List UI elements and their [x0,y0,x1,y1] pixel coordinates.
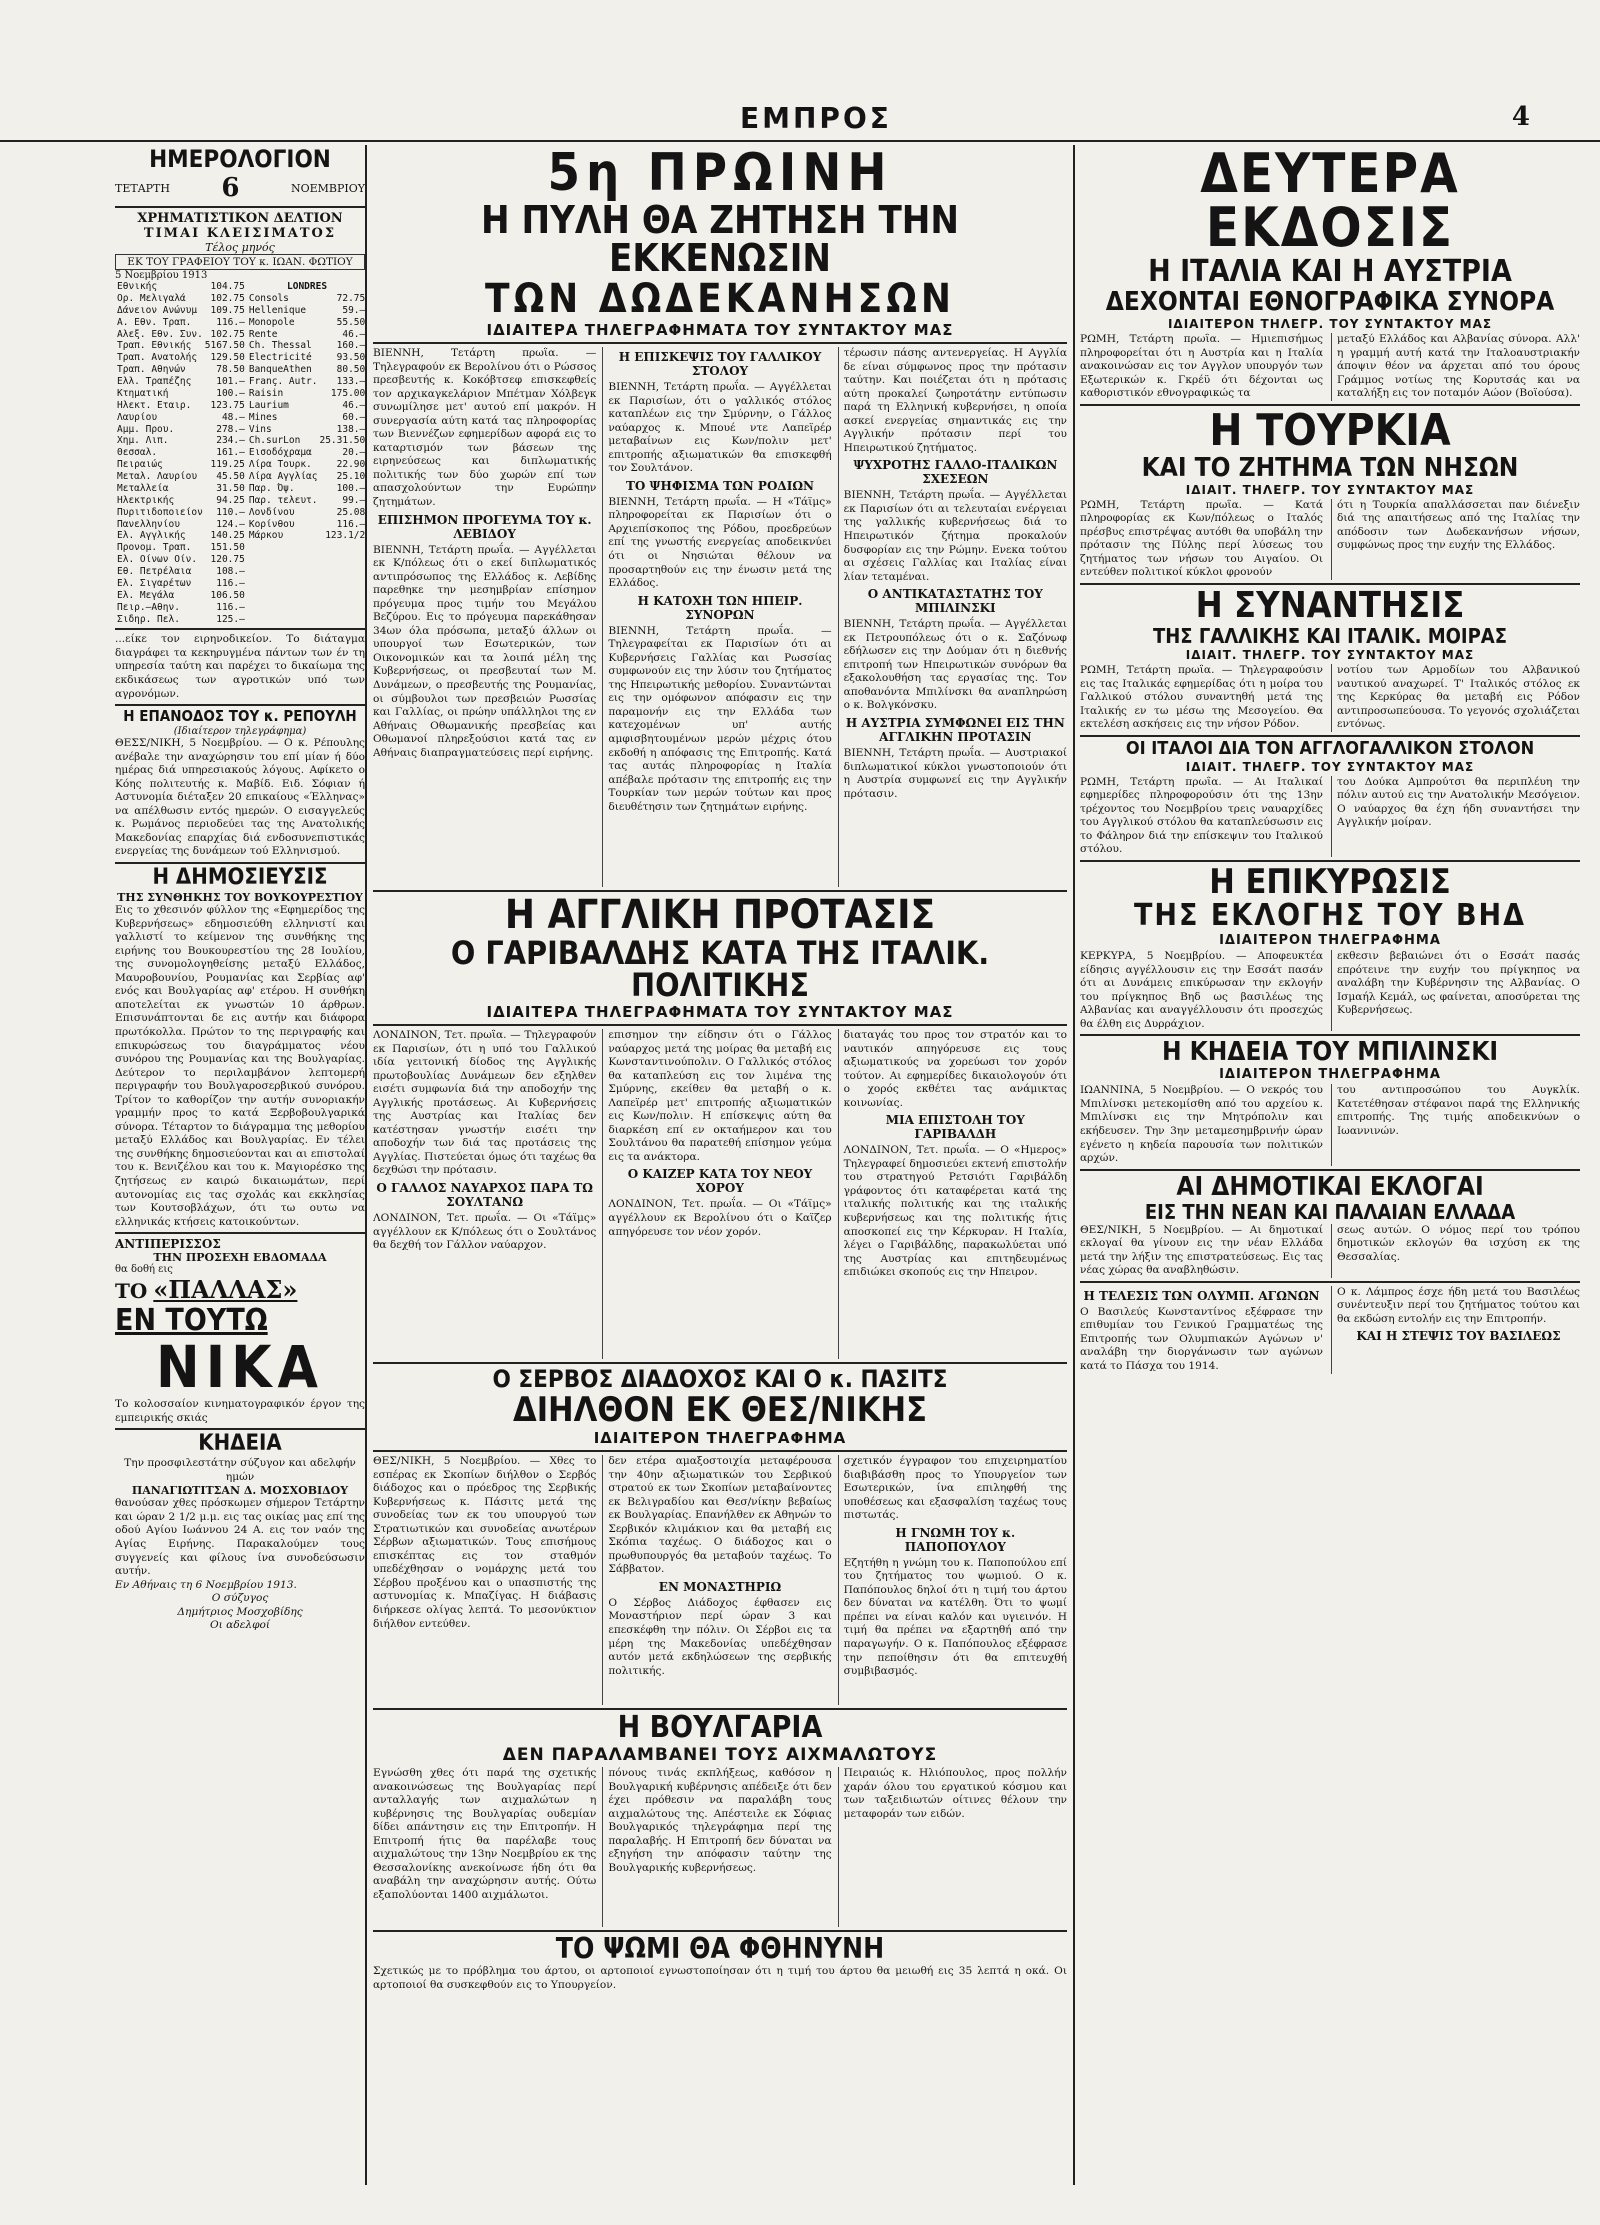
stock-price: 46.— [342,399,365,411]
nika-title: ΝΙΚΑ [156,1333,324,1402]
stock-price: 55.50 [336,316,365,328]
stock-price: 5167.50 [204,340,245,352]
italy-austria-article [1080,333,1580,401]
stock-price: 119.25 [210,459,245,471]
publication-body: Εις το χθεσινόν φύλλον της «Εφημερίδος της Κυβερνήσεως» εδημοσιεύθη ελληνιστί και γαλλιστί το κείμενον της συνθήκης της ειρήνης του Βουκουρεστίου της 28 Ιουλίου, της συνομολογηθείσης μεταξύ Ελλάδος, Μαυροβουνίου, Ρουμανίας και Σερβίας αφ' ενός και Βουλγαρίας αφ' ετέρου. Η συνθήκη αποτελείται εκ γνωστών 10 άρθρων. Επισυνάπτονται δε εις αυτήν και διάφορα πρωτόκολλα. Πρώτον το της περιγραφής και επικυρώσεως του διαγράμματος νέου συνόρου της Ρουμανίας και της Βουλγαρίας. Δεύτερον το περιλαμβάνον λεπτομερή περιγραφήν του Βουλγαροσερβικού συνόρου. Τρίτον το καθορίζον την αυτήν συνοριακήν γραμμήν προς το κατά Ξερβοβουλγαρικά σύνορα. Τέταρτον το διάγραμμα της μεθορίου μεταξύ Ελλάδος και Βουλγαρίας. Εν τέλει της συνθήκης δημοσιεύονται και αι επιστολαί του κ. Βενιζέλου και του κ. Μαγιορέσκο της ζητήσεως εν καιρώ δικαιωμάτων, περί αυτονομίας εις τας σχολάς και εκκλησίας των Κουτσοβλάχων, ότι τω ουτω να ελληνικάς κτήσεις κατοικούντων. [115,904,365,1228]
stock-left-row [116,519,246,531]
stock-right-row [248,447,365,459]
kedeia-text: θανούσαν χθες πρόσκωμεν σήμερον Τετάρτην και ώραν 2 1/2 μ.μ. εις τας οικίας μας επί της οδού Αγίου Ιωάννου 24 Α. εις τον ναόν της Αγίας Ειρήνης. Παρακαλούμεν τους συγγενείς και φίλους ίνα συνοδεύσωσιν αυτήν. [115,1497,365,1578]
stock-name: Mines [248,411,278,423]
stock-name: Vins [248,423,272,435]
stock-price: 133.— [336,376,365,387]
publication-sub: ΤΗΣ ΣΥΝΘΗΚΗΣ ΤΟΥ ΒΟΥΚΟΥΡΕΣΤΙΟΥ [117,891,363,905]
article-austria: ΒΙΕΝΝΗ, Τετάρτη πρωΐα. — Αυστριακοί διπλωματικοί κύκλοι γνωστοποιούν ότι η Αυστρία συμφωνεί εις την Αγγλικήν πρότασιν. [843,747,1067,800]
article-bilinski-heading: Ο ΑΝΤΙΚΑΤΑΣΤΑΤΗΣ ΤΟΥ ΜΠΙΛΙΝΣΚΙ [867,587,1043,616]
tele-caption-r4: ΙΔΙΑΙΤ. ΤΗΛΕΓΡ. ΤΟΥ ΣΥΝΤΑΚΤΟΥ ΜΑΣ [1185,759,1475,774]
stock-price: 59.— [342,304,365,316]
stock-price: 106.50 [210,589,245,601]
stock-price: 116.— [216,577,245,589]
stock-price: 102.75 [210,292,245,304]
stock-price: 116.— [216,316,245,328]
pallas-to: ΤΟ [115,1279,148,1304]
stock-name: Προνομ. Τραπ. [117,542,192,554]
stock-price: 109.75 [210,304,245,316]
article-bulgaria-1: Εγνώσθη χθες ότι παρά της σχετικής ανακοινώσεως της Βουλγαρίας περί ανταλλαγής των αιχμαλώτων η κυβέρνησις της Βουλγαρίας ουδεμίαν δίδει απάντησιν εις την Επιτροπήν. Η Επιτροπή ήτις θα παρέλαβε τους αιχμαλώτους την 13ην Νοεμβρίου εκ της Θεσσαλονίκης ανεκοίνωσε ήδη ότι θα αναβάλη την αναχώρησιν αυτής. Ούτω εξαπολύονται 1400 αιχμάλωτοι. [373,1767,597,1901]
stock-right-row [248,483,365,495]
stock-name: Ch.surLon [248,435,301,447]
kedeia-sign3: Οι αδελφοί [209,1619,271,1632]
stock-right-row [248,530,365,542]
stock-name: Ελ. Σιγαρέτων [117,577,192,589]
stock-price: 125.— [216,613,245,625]
stock-name: Πειρ.—Αθην. [117,601,180,613]
headline-thessaloniki: ΔΙΗΛΘΟΝ ΕΚ ΘΕΣ/ΝΙΚΗΣ [513,1390,927,1430]
bulgaria-articles [373,1767,1067,1927]
headline-bread: ΤΟ ΨΩΜΙ ΘΑ ΦΘΗΝΥΝΗ [555,1932,885,1965]
stock-price: 99.— [342,494,365,506]
stock-name: Τραπ. Ανατολής [117,352,198,364]
headline-new-old-greece: ΕΙΣ ΤΗΝ ΝΕΑΝ ΚΑΙ ΠΑΛΑΙΑΝ ΕΛΛΑΔΑ [1144,1199,1516,1224]
kedeia-body: Την προσφιλεστάτην σύζυγον και αδελφήν ημών [124,1457,356,1483]
stock-left-row [116,424,246,436]
elections-body-2: σεως αυτών. Ο νόμος περί του τρόπου δημοτικών εκλογών θα ισχύση εκ της Θεσσαλίας. [1337,1223,1580,1263]
article-admiral: ΛΟΝΔΙΝΟΝ, Τετ. πρωΐα. — Οι «Τάϊμς» αγγέλλουν εκ Κ/πόλεως ότι ο Σουλτάνος θα δεχθή τον Γάλλον ναύαρχον. [373,1212,597,1252]
stock-price: 120.75 [210,554,245,566]
olympics-article [1080,1286,1580,1374]
newspaper-name: ΕΜΠΡΟΣ [740,102,892,135]
article-rhodes: ΒΙΕΝΝΗ, Τετάρτη πρωΐα. — Η «Τάϊμς» πληροφορείται εκ Παρισίων ότι ο Αρχιεπίσκοπος της Ρόδου, προεδρεύων επί της γνωστής ενεργείας αποδεικνύει ότι οι Νησιώται θέλουν να προσαρτηθούν εις την ένωσιν μετά της Ελλάδος. [608,495,832,590]
headline-italians-fleet: ΟΙ ΙΤΑΛΟΙ ΔΙΑ ΤΟΝ ΑΓΓΛΟΓΑΛΛΙΚΟΝ ΣΤΟΛΟΝ [1125,737,1535,759]
stock-name: Electricité [248,352,312,364]
stock-name: Μεταλ. Λαυρίου [117,471,198,482]
repoulis-sub: (Ιδιαίτερον τηλεγράφημα) [173,726,307,738]
article-thess-1: ΘΕΣ/ΝΙΚΗ, 5 Νοεμβρίου. — Χθες το εσπέρας εκ Σκοπίων διήλθον ο Σερβός διάδοχος και ο πρόεδρος της Σερβικής Κυβερνήσεως κ. Πάσιτς μετά της συνοδείας των εκ του υπουργού των Στρατιωτικών και συνοδείας ανωτέρων Σέρβων αξιωματικών. Τους επισήμους επισκέπτας εις τον σταθμόν υπεδέχθησαν ο νομάρχης μετά του Σέρβου προξένου και ο υπασπιστής της αστυνομίας κ. Μπαζίγας. Η διάβασις διήρκεσε ολίγας λεπτά. Το μεσονύκτιον διήλθον εντεύθεν. [373,1455,597,1630]
headline-fleets: ΤΗΣ ΓΑΛΛΙΚΗΣ ΚΑΙ ΙΤΑΛΙΚ. ΜΟΙΡΑΣ [1152,624,1508,649]
olympics-body-1: Ο Βασιλεύς Κωνσταντίνος εξέφρασε την επιθυμίαν του Γενικού Γραμματέως της Επιτροπής των Ολυμπιακών Αγώνων ν' αναλάβη την διοργάνωσιν των αγώνων κατά το Πάσχα του 1914. [1080,1305,1323,1372]
stock-price: 80.50 [336,364,365,376]
funeral-article [1080,1084,1580,1165]
ad-heading: ΑΝΤΙΠΕΡΙΣΣΟΣ [115,1237,221,1252]
funeral-body-2: του αντιπροσώπου του Αυγκλίκ. Κατετέθησαν στέφανοι παρά της Ελληνικής επιτροπής. Της τιμής αποδεικνύων ο Ιωαννινών. [1337,1084,1580,1137]
stock-left-row [116,554,246,566]
italy-austria-body-2: μεταξύ Ελλάδος και Αλβανίας σύνορα. Αλλ' η γραμμή αυτή κατά την Ιταλοαυστριακήν άποψιν θέον να άρχεται από του όρους Γράμμος νοτίως της Κορυτσάς και να καταλήξη εις τον ποταμόν Αώον (Βοϊούσα). [1337,333,1580,400]
stock-right-row [248,293,365,305]
stock-left-row [116,471,246,483]
stock-name: Τραπ. Αθηνών [117,364,186,376]
article-letter: ΛΟΝΔΙΝΟΝ, Τετ. πρωΐα. — Ο «Ημερος» Τηλεγραφεί δημοσιεύει εκτενή επιστολήν του στρατηγού Ρετσιότι Γαριβάλδη γράφοντος ότι καταφέρεται κατά της ιταλικής πολιτικής και της ιταλικής κυβερνήσεως και της πολιτικής ήτις αποσκοπεί εις την Κέρκυραν. Η Ιταλία, λέγει ο Γαριβάλδης, παρακωλύεται υπό της Αυστρίας και επιτηδευμένως επιδιώκει σκοπούς εις την Ηπειρον. [843,1144,1067,1279]
article-epirus-heading: Η ΚΑΤΟΧΗ ΤΩΝ ΗΠΕΙΡ. ΣΥΝΟΡΩΝ [637,593,803,622]
turkey-body-1: ΡΩΜΗ, Τετάρτη πρωΐα. — Κατά πληροφορίας εκ Κων/πόλεως ο Ιταλός πρέσβυς επιστρέψας αυτόθι θα υποβάλη την πρότασιν της Πύλης περί λύσεως του ζητήματος των νήσων του Αιγαίου. Οι εντεύθεν πολιτικοί κύκλοι φρονούν [1080,498,1323,579]
stock-left-row [116,317,246,329]
stock-right-row [248,329,365,341]
meeting-article [1080,664,1580,732]
stock-name: Σιδηρ. Πελ. [117,613,180,625]
kedeia-date: Εν Αθήναις τη 6 Νοεμβρίου 1913. [115,1578,297,1591]
stock-price: 278.— [216,423,245,435]
stock-right-row [248,459,365,471]
stock-name: Rente [248,328,278,340]
tele-caption-r1: ΙΔΙΑΙΤΕΡΟΝ ΤΗΛΕΓΡ. ΤΟΥ ΣΥΝΤΑΚΤΟΥ ΜΑΣ [1167,317,1493,331]
kedeia-sign2: Δημήτριος Μοσχοβίδης [177,1605,303,1618]
stock-name: Α. Εθν. Τραπ. [117,316,192,328]
stock-price: 102.75 [210,328,245,340]
olympics-body-2: Ο κ. Λάμπρος έσχε ήδη μετά του Βασιλέως συνέντευξιν περί του ζητήματος τούτου και θα εκδώση εντολήν εις την Επιτροπήν. [1337,1285,1580,1325]
headline-prisoners: ΔΕΝ ΠΑΡΑΛΑΜΒΑΝΕΙ ΤΟΥΣ ΑΙΧΜΑΛΩΤΟΥΣ [502,1745,938,1765]
elections-body-1: ΘΕΣ/ΝΙΚΗ, 5 Νοεμβρίου. — Αι δημοτικαί εκλογαί θα γίνουν εις την νέαν Ελλάδα μετά την λήξιν της επιστρατεύσεως. Εις τας νέας χώρας θα αναβληθώσιν. [1080,1223,1323,1277]
stock-left-row [116,483,246,495]
article-london-2: επισημον την είδησιν ότι ο Γάλλος ναύαρχος μετά της μοίρας θα μεταβή εις Κωνσταντινούπολιν. Ο Γαλλικός στόλος θα καταπλεύση εις τον λιμένα της Σμύρνης, εκείθεν θα μεταβή ο κ. Λαπεϊρέρ μετ' επιτροπής αξιωματικών εις Κων/πολιν. Η επίσκεψις αύτη θα διαρκέση επί εν οκταήμερον και του Σουλτάνου θα παρατεθή επίσημον γεύμα εις τα ανάκτορα. [608,1029,832,1163]
stock-left-row [116,412,246,424]
stock-right-row [248,471,365,483]
stock-left-row [116,507,246,519]
stock-price: 100.— [336,482,365,494]
dodecanese-articles [373,347,1067,887]
stock-left-row [116,305,246,317]
headline-funeral: Η ΚΗΔΕΙΑ ΤΟΥ ΜΠΙΛΙΝΣΚΙ [1161,1037,1499,1068]
stock-name: Λίρα Τουρκ. [248,459,312,471]
stock-name: Κορίνθου [248,518,295,530]
stock-right-row [248,435,365,447]
stock-right-row [248,519,365,531]
headline-turkey: Η ΤΟΥΡΚΙΑ [1209,404,1451,456]
stock-name: Αμμ. Πρου. [117,423,175,435]
article-levidis: ΒΙΕΝΝΗ, Τετάρτη πρωΐα. — Αγγέλλεται εκ Κ/πόλεως ότι ο εκεί διπλωματικός αντιπρόσωπος της Ελλάδος κ. Λεβίδης παρεθηκε την μεσημβρίαν επίσημον πρόγευμα προς τιμήν του Μεγάλου Βεζύρου. Εις το πρόγευμα παρεκάθησαν 34ων όλα πρόσωπα, μεταξύ άλλων οι υπουργοί των Εσωτερικών, των Οικονομικών και τα λοιπά μέλη της Κυβερνήσεως, οι πρεσβευταί των Μ. Δυνάμεων, ο πρεσβευτής της Ρουμανίας, οι σύμβουλοι των πρεσβειών Ρωσσίας και Γαλλίας, οι πρώην υπάλληλοι της εν Αθήναις Οθωμανικής πρεσβείας και Οθωμανοί πληρεξούσιοι κατά τας εν Αθήναις διαπραγματεύσεις περί ειρήνης. [373,543,597,759]
meeting-body-1: ΡΩΜΗ, Τετάρτη πρωΐα. — Τηλεγραφούσιν εις τας Ιταλικάς εφημερίδας ότι η μοίρα του Γαλλικού στόλου συναντηθή μετά της Ιταλικής εν τω μέσω της Μεσογείου. Θα εκτελέση ασκήσεις εις την νήσον Ρόδον. [1080,664,1323,731]
funeral-body-1: ΙΩΑΝΝΙΝΑ, 5 Νοεμβρίου. — Ο νεκρός του Μπιλίνσκι μετεκομίσθη από του αρχείου κ. Μπιλίνσκι εις την Μητρόπολιν και εκήδευσεν. Την 3ην μεταμεσημβρινήν ώραν εγένετο η κηδεία παρουσία των πολιτικών αρχών. [1080,1084,1323,1165]
weekday: ΤΕΤΑΡΤΗ [115,181,170,195]
stock-name: Κτηματική [117,387,169,399]
stock-price: 123.75 [210,399,245,411]
stock-name: Ελ. Οίνων Οίν. [117,554,198,566]
stock-price: 93.50 [336,352,365,364]
stock-name: Λαυρίου [117,411,158,423]
serbian-articles [373,1455,1067,1705]
tele-caption: ΙΔΙΑΙΤΕΡΑ ΤΗΛΕΓΡΑΦΗΜΑΤΑ ΤΟΥ ΣΥΝΤΑΚΤΟΥ ΜΑΣ [486,321,954,339]
garibaldi-articles [373,1029,1067,1359]
coronation-heading: ΚΑΙ Η ΣΤΕΨΙΣ ΤΟΥ ΒΑΣΙΛΕΩΣ [1356,1329,1561,1344]
article-papopoulos-heading: Η ΓΝΩΜΗ ΤΟΥ κ. ΠΑΠΟΠΟΥΛΟΥ [895,1525,1016,1554]
meeting-body-2: νοτίου των Αρμοδίων του Αλβανικού ναυτικού αναχωρεί. Τ' Ιταλικός στόλος εκ της Κερκύρας θα μεταβή εις Ρόδον αντιπροσωπεύουσα. Το γεγονός σχολιάζεται εντόνως. [1337,664,1580,731]
kedeia-name: ΠΑΝΑΓΙΩΤΙΤΣΑΝ Δ. ΜΟΣΧΟΒΙΔΟΥ [131,1484,349,1498]
article-bilinski: ΒΙΕΝΝΗ, Τετάρτη πρωΐα. — Αγγέλλεται εκ Πετρουπόλεως ότι ο κ. Σαζόνωφ εδήλωσεν εις την Δούμαν ότι η διεθνής επιτροπή των Ηπειρωτικών συνόρων θα εξακολουθήση τας εργασίας της. Τον αποθανόντα Μπιλίνσκι θα αναπληρώση ο κ. Βολγκόνσκυ. [843,618,1067,712]
stock-name: Laurium [248,399,289,411]
italians-body-2: του Δούκα Αμπρούτσι θα περιπλέυη την πόλιν αυτού εις την Ανατολικήν Μεσόγειον. Ο ναύαρχος θα έχη ήδη συναντήσει την Αγγλικήν μοίραν. [1337,775,1580,829]
london-label: LONDRES [287,281,328,292]
left-column [115,145,365,2185]
stock-name: Δάνειον Ανώνυμ [117,304,198,316]
stock-name: Μεταλλεία [117,482,169,494]
stock-right-row [248,400,365,412]
article-franco-italian-heading: ΨΥΧΡΟΤΗΣ ΓΑΛΛΟ-ΙΤΑΛΙΚΩΝ ΣΧΕΣΕΩΝ [853,458,1058,487]
masthead [0,100,1600,142]
stock-name: Θεσσαλ. [117,447,158,459]
stock-name: Παρ. τελευτ. [248,494,318,506]
headline-ratification: Η ΕΠΙΚΥΡΩΣΙΣ [1209,862,1451,903]
stock-left-row [116,459,246,471]
pallas-name: «ΠΑΛΛΑΣ» [153,1275,298,1305]
stock-name: Λίρα Αγγλίας [248,471,318,482]
article-franco-italian: ΒΙΕΝΝΗ, Τετάρτη πρωΐα. — Αγγέλλεται εκ Παρισίων ότι αι τελευταίαι ενέργειαι της γαλλικής κυβερνήσεως διά το Ηπειρωτικόν ζήτημα προκαλούν δυσφορίαν εις την Ρώμην. Ενεκα τούτου αι σχέσεις Γαλλίας και Ιταλίας είναι λίαν τεταμέναι. [843,489,1067,583]
article-bulgaria-3: Πειραιώς κ. Ηλιόπουλος, προς πολλήν χαράν όλου του εργατικού κόσμου και των ταξειδιωτών οίτινες θέλουν την μεταφοράν των ειδών. [843,1767,1067,1820]
stock-name: Raisin [248,387,284,399]
stock-price: 45.50 [216,471,245,482]
stock-name: Franç. Autr. [248,376,318,387]
headline-garibaldi: Ο ΓΑΡΙΒΑΛΔΗΣ ΚΑΤΑ ΤΗΣ ΙΤΑΛΙΚ. ΠΟΛΙΤΙΚΗΣ [450,934,990,1004]
page-number: 4 [1511,102,1530,132]
article-london-3: διαταγάς του προς τον στρατόν και το ναυτικόν απηγόρευσε εις τους αξιωματικούς να χορεύωσι τον χορόν τούτον. Αι εφημερίδες δικαιολογούν ότι ο χορός εκθέτει τας ανάμικτας κοινωνίας. [843,1029,1067,1109]
stock-price: 234.— [216,435,245,447]
stock-price: 160.— [336,340,365,352]
stock-left-row [116,340,246,352]
article-vienna-1: ΒΙΕΝΝΗ, Τετάρτη πρωΐα. — Τηλεγραφούν εκ Βερολίνου ότι ο Ρώσσος πρεσβευτής κ. Κοκόβτσεφ επισκεφθείς τον αρχικαγκελάριον Μπέτμαν Χόλβεγκ συνωμίλησε μετ' αυτού επί μακρόν. Η συνεργασία αύτη κατά τας πληροφορίας των Βιεννέζων εφημερίδων αφορά εις το καταρτισμόν των βάσεων της ειρηνεύσεως και διπλωματικής πολιτικής των δύο χωρών επί των απασχολούντων την Ευρώπην ζητημάτων. [373,347,597,509]
stock-name: Πυριτιδοποιείον [117,506,203,518]
stock-name: Λονδίνου [248,506,295,518]
article-bulgaria-2: πόνους τινάς εκπλήξεως, καθόσον η Βουλγαρική κυβέρνησις απέδειξε ότι δεν έχει πρόθεσιν να παραλάβη τους αιχμαλώτους της. Απέστειλε εκ Σόφιας Βουλγαρικός τηλεγράφημα περί της παραλαβής. Η Επιτροπή δεν δύναται να εξηγήση την απόφασιν ταύτην της Βουλγαρικής κυβερνήσεως. [608,1767,832,1874]
stock-right-row [248,507,365,519]
stock-price: 140.25 [210,530,245,542]
edition-title: 5η ΠΡΩΙΝΗ [547,145,893,203]
headline-bulgaria: Η ΒΟΥΛΓΑΡΙΑ [617,1710,823,1745]
headline-meeting: Η ΣΥΝΑΝΤΗΣΙΣ [1195,585,1465,627]
stock-name: Χημ. Λιπ. [117,435,169,447]
stock-left-row [116,388,246,400]
office-name: ΕΚ ΤΟΥ ΓΡΑΦΕΙΟΥ ΤΟΥ κ. ΙΩΑΝ. ΦΩΤΙΟΥ [115,254,365,270]
bulletin-date: 5 Νοεμβρίου 1913 [115,270,208,281]
note-text: ...είκε τον ειρηνοδικείον. Το διάταγμα διαγράφει τα κεκηρυγμένα πάντων των έν τη υπηρεσία ταύτη και παρέχει το δικαίωμα της εκδικάσεως των αγροτικών υπό των αγρονόμων. [115,633,365,700]
stock-price: 31.50 [216,482,245,494]
stock-right-row [248,364,365,376]
tele-caption-r3: ΙΔΙΑΙΤ. ΤΗΛΕΓΡ. ΤΟΥ ΣΥΝΤΑΚΤΟΥ ΜΑΣ [1185,648,1475,663]
article-kaiser-heading: Ο ΚΑΙΖΕΡ ΚΑΤΑ ΤΟΥ ΝΕΟΥ ΧΟΡΟΥ [627,1167,813,1196]
stock-right-row [248,317,365,329]
stock-left-row [116,530,246,542]
article-fleet: ΒΙΕΝΝΗ, Τετάρτη πρωΐα. — Αγγέλλεται εκ Παρισίων, ότι ο γαλλικός στόλος καταπλέων εις την Σμύρνην, ο Γάλλος ναύαρχος κ. Μπουέ ντε Λαπεϊρέρ μεταβαίνων εις Κων/πολιν μετ' επιτροπής αξιωματικών θα επισκεφθή τον Σουλτάνον. [608,381,832,475]
wied-body-2: εκθεσιν βεβαιώνει ότι ο Εσσάτ πασάς επρότεινε την ευχήν του πρίγκηπος να αναλάβη την Κυβέρνησιν της Αλβανίας. Ο Ισμαήλ Κεμάλ, ως φαίνεται, αποσύρεται της Κυβερνήσεως. [1337,950,1580,1017]
stock-price: 101.— [216,376,245,387]
elections-article [1080,1224,1580,1278]
stock-price: 129.50 [210,352,245,364]
stock-right-row [248,412,365,424]
stock-price: 72.75 [336,292,365,304]
turkey-body-2: ότι η Τουρκία απαλλάσσεται παν διένεξιν διά της απαιτήσεως από της Ιταλίας την απόδοσιν των Δωδεκανήσων νήσων, συμφώνως προς την ευχήν της Ελλάδος. [1337,498,1580,552]
kedeia-sign1: Ο σύζυγος [211,1592,269,1605]
stock-name: Ελλ. Τραπέζης [117,376,192,387]
stock-price: 25.31.50 [319,435,365,447]
stock-name: Παρ. Όψ. [248,482,295,494]
headline-elections: ΑΙ ΔΗΜΟΤΙΚΑΙ ΕΚΛΟΓΑΙ [1176,1171,1484,1202]
pallas-line [115,1275,365,1304]
article-england: τέρωσιν πάσης αντενεργείας. Η Αγγλία δε είναι σύμφωνος προς την πρότασιν ταύτην. Και ποιέζεται ότι η πρότασις αύτη προκαλεί ζωηροτάτην εντύπωσιν παρά τη Ελληνική κυβερνήσει, η οποία ασκεί ενεργείας σημαντικάς εις την Αγγλικήν πρότασιν περί του Ηπειρωτικού ζητήματος. [843,347,1067,454]
stock-name: Τραπ. Εθνικής [117,340,192,352]
stock-left-row [116,602,246,614]
stock-price: 123.1/2 [325,530,365,542]
stock-price: 25.08 [336,506,365,518]
stock-price: 20.— [342,447,365,459]
stock-price: 116.— [216,601,245,613]
article-bread: Σχετικώς με το πρόβλημα του άρτου, οι αρτοποιοί εγνωστοποίησαν ότι η τιμή του άρτου θα μειωθή εις 35 λεπτά η οκά. Οι αρτοποιοί θα συσκεφθούν εις το Υπουργείον. [373,1965,1067,1991]
stock-right-row [248,340,365,352]
stock-name: Monopole [248,316,295,328]
stock-name: Εθ. Πετρέλαια [117,566,192,577]
stock-price: 110.— [216,506,245,518]
repoulis-headline: Η ΕΠΑΝΟΔΟΣ ΤΟΥ κ. ΡΕΠΟΥΛΗ [123,707,357,726]
article-letter-heading: ΜΙΑ ΕΠΙΣΤΟΛΗ ΤΟΥ ΓΑΡΙΒΑΛΔΗ [885,1113,1025,1142]
wied-article [1080,950,1580,1031]
stock-right-row [248,388,365,400]
tele-caption-r5: ΙΔΙΑΙΤΕΡΟΝ ΤΗΛΕΓΡΑΦΗΜΑ [1219,933,1441,949]
stock-name: Μάρκου [248,530,284,542]
stock-name: Αλεξ. Εθν. Συν. [117,328,203,340]
headline-wied: ΤΗΣ ΕΚΛΟΓΗΣ ΤΟΥ ΒΗΔ [1134,898,1526,934]
stock-left-row [116,400,246,412]
ad-sub: ΤΗΝ ΠΡΟΣΕΧΗ ΕΒΔΟΜΑΔΑ [153,1251,327,1265]
article-rhodes-heading: ΤΟ ΨΗΦΙΣΜΑ ΤΩΝ ΡΟΔΙΩΝ [625,478,814,493]
headline-borders: ΔΕΧΟΝΤΑΙ ΕΘΝΟΓΡΑΦΙΚΑ ΣΥΝΟΡΑ [1105,287,1555,317]
stock-price: 100.— [216,387,245,399]
stock-left-row [116,578,246,590]
right-column [1080,145,1580,2185]
article-fleet-heading: Η ΕΠΙΣΚΕΨΙΣ ΤΟΥ ΓΑΛΛΙΚΟΥ ΣΤΟΛΟΥ [618,350,822,378]
stock-right-row [248,305,365,317]
stock-name: Εισοδόχραμα [248,447,312,459]
stock-price: 151.50 [210,542,245,554]
nika-body: Το κολοσσαίον κινηματογραφικόν έργον της εμπειρικής σκιάς [115,1398,365,1424]
italians-article [1080,776,1580,857]
tele-caption-r2: ΙΔΙΑΙΤ. ΤΗΛΕΓΡ. ΤΟΥ ΣΥΝΤΑΚΤΟΥ ΜΑΣ [1185,482,1475,497]
month: ΝΟΕΜΒΡΙΟΥ [290,181,365,195]
stock-left-row [116,566,246,578]
center-column [365,145,1075,2185]
italy-austria-body-1: ΡΩΜΗ, Τετάρτη πρωΐα. — Ημιεπισήμως πληροφορείται ότι η Αυστρία και η Ιταλία ανακοινώσαν εις τον Αγγλον υπουργόν των Εξωτερικών κ. Γκρέϋ ότι δέχονται ως καθοριστικόν εθνογραφικώς τα [1080,333,1323,400]
stock-name: Πειραιώς [117,459,163,471]
stock-left-row [116,293,246,305]
article-monastiri-heading: ΕΝ ΜΟΝΑΣΤΗΡΙΩ [658,1579,782,1594]
stock-price: 138.— [336,423,365,435]
tele-caption-2: ΙΔΙΑΙΤΕΡΑ ΤΗΛΕΓΡΑΦΗΜΑΤΑ ΤΟΥ ΣΥΝΤΑΚΤΟΥ ΜΑΣ [486,1003,954,1021]
stock-left-row [116,352,246,364]
stock-right-row [248,352,365,364]
closing-prices: ΤΙΜΑΙ ΚΛΕΙΣΙΜΑΤΟΣ [143,226,337,241]
headline-english-proposal: Η ΑΓΓΛΙΚΗ ΠΡΟΤΑΣΙΣ [504,892,936,938]
stock-name: Hellenique [248,304,307,316]
article-kaiser: ΛΟΝΔΙΝΟΝ, Τετ. πρωΐα. — Οι «Τάϊμς» αγγέλλουν εκ Βερολίνου ότι ο Καϊζερ απηγόρευσε τον νέον χορόν. [608,1198,832,1238]
headline-serbian-heir: Ο ΣΕΡΒΟΣ ΔΙΑΔΟΧΟΣ ΚΑΙ Ο κ. ΠΑΣΙΤΣ [492,1365,948,1393]
stock-price: 161.— [216,447,245,459]
stock-price: 108.— [216,566,245,577]
stock-name: Ελ. Μεγάλα [117,589,175,601]
olympics-heading: Η ΤΕΛΕΣΙΣ ΤΩΝ ΟΛΥΜΠ. ΑΓΩΝΩΝ [1083,1288,1320,1303]
stock-name: Ηλεκτ. Εταιρ. [117,399,192,411]
stock-right-row [248,424,365,436]
article-thess-2: δεν ετέρα αμαξοστοιχία μεταφέρουσα την 40ην αξιωματικών του Σερβικού στρατού εκ των Σκοπίων μεταβαίνοντες εκ Βελιγραδίου και Θεσ/νίκην βεβαίως εκ Βουλγαρίας. Επανήλθεν εκ Αθηνών το Σερβικόν κλιμάκιον και θα μεταβή εις Σκόπια ταχέως. Ο διάδοχος και ο πρωθυπουργός θα μεταβούν ταχέως. Το Σάββατον. [608,1455,832,1576]
article-monastiri: Ο Σέρβος Διάδοχος έφθασεν εις Μοναστήριον περί ώραν 3 και επεσκέφθη την πόλιν. Οι Σέρβοι εις τα μέρη της Μακεδονίας υπεδέχθησαν αυτόν μετά εκδηλώσεων της σερβικής πολιτικής. [608,1596,832,1677]
wied-body-1: ΚΕΡΚΥΡΑ, 5 Νοεμβρίου. — Αποφευκτέα είδησις αγγέλλουσιν εις την Εσσάτ πασάν ότι αι Δυνάμεις επικύρωσαν την εκλογήν του πρίγκηπος Βηδ ως βασιλέως της Αλβανίας και αναγγέλλουσιν ότι προσεχώς θα έλθη εις Δυρράχιον. [1080,950,1323,1030]
tele-caption-r6: ΙΔΙΑΙΤΕΡΟΝ ΤΗΛΕΓΡΑΦΗΜΑ [1219,1067,1441,1083]
stock-price: 175.00 [330,387,365,399]
headline-dodecanese-2: ΤΩΝ ΔΩΔΕΚΑΝΗΣΩΝ [485,276,955,322]
stock-price: 78.50 [216,364,245,376]
article-levidis-heading: ΕΠΙΣΗΜΟΝ ΠΡΟΓΕΥΜΑ ΤΟΥ κ. ΛΕΒΙΔΟΥ [377,512,592,541]
stock-table [115,281,365,625]
stock-left-row [116,495,246,507]
calendar-date [115,173,365,203]
article-london-1: ΛΟΝΔΙΝΟΝ, Τετ. πρωΐα. — Τηλεγραφούν εκ Παρισίων, ότι η υπό του Γαλλικού ιδία γειτονική δίοδος της Αγγλικής πρωτοβουλίας Δυνάμεων δεν εξηλθεν εισέτι συμφωνία διά την αποδοχήν της Αγγλικής προτάσεως. Αι Κυβερνήσεις της Αυστρίας και Ιταλίας δεν κατέστησαν γνωστήν εισέτι την αποδοχήν των διά τας προτάσεις της Αγγλίας. Πιστεύεται όμως ότι ταχέως θα δεχθώσι την πρότασιν. [373,1029,597,1177]
stock-right-row [248,495,365,507]
repoulis-body: ΘΕΣΣ/ΝΙΚΗ, 5 Νοεμβρίου. — Ο κ. Ρέπουλης ανέβαλε την αναχώρησιν του επί μίαν ή δύο ημέρας διά υπηρεσιακούς λόγους. Αφίκετο ο Κόης πολιτευτής κ. Μαβίδ. Ειδ. Σόφιαν ή Αστυνομία διέταξεν 20 επικαίους «Έλληνας» να απέλθωσιν εντός ημερών. Ο εισαγγελεύς κ. Ρωμάνος περιοδεύει τας της Ανατολικής Μακεδονίας επαρχίας διά ενδοσυνεπιστικάς ενεργείας της δυνάμεων τού Ελληνισμού. [115,737,365,858]
stock-name: Ελ. Αγγλικής [117,530,186,542]
kedeia-title: ΚΗΔΕΙΑ [198,1431,282,1457]
stock-price: 48.— [221,411,245,423]
day-number: 6 [221,173,240,203]
stock-price: 60.— [342,411,365,423]
article-papopoulos: Εζητήθη η γνώμη του κ. Παποπούλου επί του ζητήματος του ψωμιού. Ο κ. Παπόπουλος δηλοί ότι η τιμή του άρτου δεν δύναται να κατέλθη. Ότι το ψωμί πρέπει να είναι καλόν και υγιεινόν. Η τιμή θα πρέπει να εξαρτηθή από την παραγωγήν. Ο κ. Παπόπουλος εξέφρασε την πεποίθησιν ότι θα επιτευχθή συμβιβασμός. [843,1556,1067,1678]
second-edition-title: ΔΕΥΤΕΡΑ ΕΚΔΟΣΙΣ [1200,145,1460,259]
stock-left-row [116,435,246,447]
stock-left-row [116,542,246,554]
stock-name: Consols [248,292,289,304]
stock-left-row [116,329,246,341]
publication-headline: Η ΔΗΜΟΣΙΕΥΣΙΣ [152,865,328,891]
stock-name: BanqueAthen [248,364,312,376]
stock-left-row [116,614,246,626]
stock-left-row [116,590,246,602]
headline-italy-austria: Η ΙΤΑΛΙΑ ΚΑΙ Η ΑΥΣΤΡΙΑ [1148,254,1512,289]
stock-right-row [248,376,365,388]
stock-left-row [116,376,246,388]
stock-price: 94.25 [216,494,245,506]
en-touto: ΕΝ ΤΟΥΤΩ [115,1303,268,1339]
stock-price: 116.— [336,518,365,530]
stock-name: Ορ. Μελιγαλά [117,292,186,304]
stock-price: 25.10 [336,471,365,482]
headline-islands: ΚΑΙ ΤΟ ΖΗΤΗΜΑ ΤΩΝ ΝΗΣΩΝ [1141,452,1519,483]
stock-price: 46.— [342,328,365,340]
stock-name: Ηλεκτρικής [117,494,175,506]
headline-dodecanese-1: Η ΠΥΛΗ ΘΑ ΖΗΤΗΣΗ ΤΗΝ ΕΚΚΕΝΩΣΙΝ [481,198,959,280]
article-admiral-heading: Ο ΓΑΛΛΟΣ ΝΑΥΑΡΧΟΣ ΠΑΡΑ ΤΩ ΣΟΥΛΤΑΝΩ [376,1181,593,1210]
month-end: Τέλος μηνός [205,241,275,254]
stock-name: Ch. Thessal [248,340,312,352]
article-epirus: ΒΙΕΝΝΗ, Τετάρτη πρωΐα. — Τηλεγραφείται εκ Παρισίων ότι αι Κυβερνήσεις Γαλλίας και Ρωσσίας συμφωνούν εις την λύσιν του ζητήματος της Ηπειρωτικής μεθορίου. Συναντώνται εις την ομόφωνον απόφασιν εις την παραμονήν εις την Ελλάδα των κατεχομένων υπ' αυτής αμφισβητουμένων μερών μέχρις ότου εκδοθή η απόφασις της Επιτροπής. Κατά τας αυτάς πληροφορίας η Ιταλία απέβαλε πρότασιν της επιτροπής εις την Τουρκίαν των μερών τούτων και προς διευθέτησιν των ζητημάτων ειρήνης. [608,624,832,813]
stock-name: Πανελληνίου [117,518,180,530]
stock-name: Εθνικής [117,281,158,292]
turkey-article [1080,499,1580,580]
stock-left-row [116,281,246,293]
tele-caption-3: ΙΔΙΑΙΤΕΡΟΝ ΤΗΛΕΓΡΑΦΗΜΑ [593,1429,847,1447]
article-austria-heading: Η ΑΥΣΤΡΙΑ ΣΥΜΦΩΝΕΙ ΕΙΣ ΤΗΝ ΑΓΓΛΙΚΗΝ ΠΡΟΤΑΣΙΝ [845,716,1065,745]
ad-small: θα δοθή εις [115,1264,173,1276]
italians-body-1: ΡΩΜΗ, Τετάρτη πρωΐα. — Αι Ιταλικαί εφημερίδες πληροφορούσιν ότι της 13ην τρέχοντος του Νοεμβρίου τρεις ναυαρχίδες του Αγγλικού στόλου θα καταπλεύσωσιν εις το Φάληρον διά την επίσκεψιν του Ιταλικού στόλου. [1080,775,1323,856]
stock-left-row [116,447,246,459]
stock-price: 124.— [216,518,245,530]
stock-price: 22.90 [336,459,365,471]
stock-left-row [116,364,246,376]
bulletin-title: ΧΡΗΜΑΤΙΣΤΙΚΟΝ ΔΕΛΤΙΟΝ [137,211,343,226]
calendar-title: ΗΜΕΡΟΛΟΓΙΟΝ [149,145,331,173]
stock-price: 104.75 [210,281,245,292]
article-thess-3: σχετικόν έγγραφον του επιχειρηματίου διαβιβάσθη προς το Υπουργείον των Εσωτερικών, ίνα επιληφθή της υποθέσεως και εξασφαλίση ταχέως τους πιστωτάς. [843,1455,1067,1522]
